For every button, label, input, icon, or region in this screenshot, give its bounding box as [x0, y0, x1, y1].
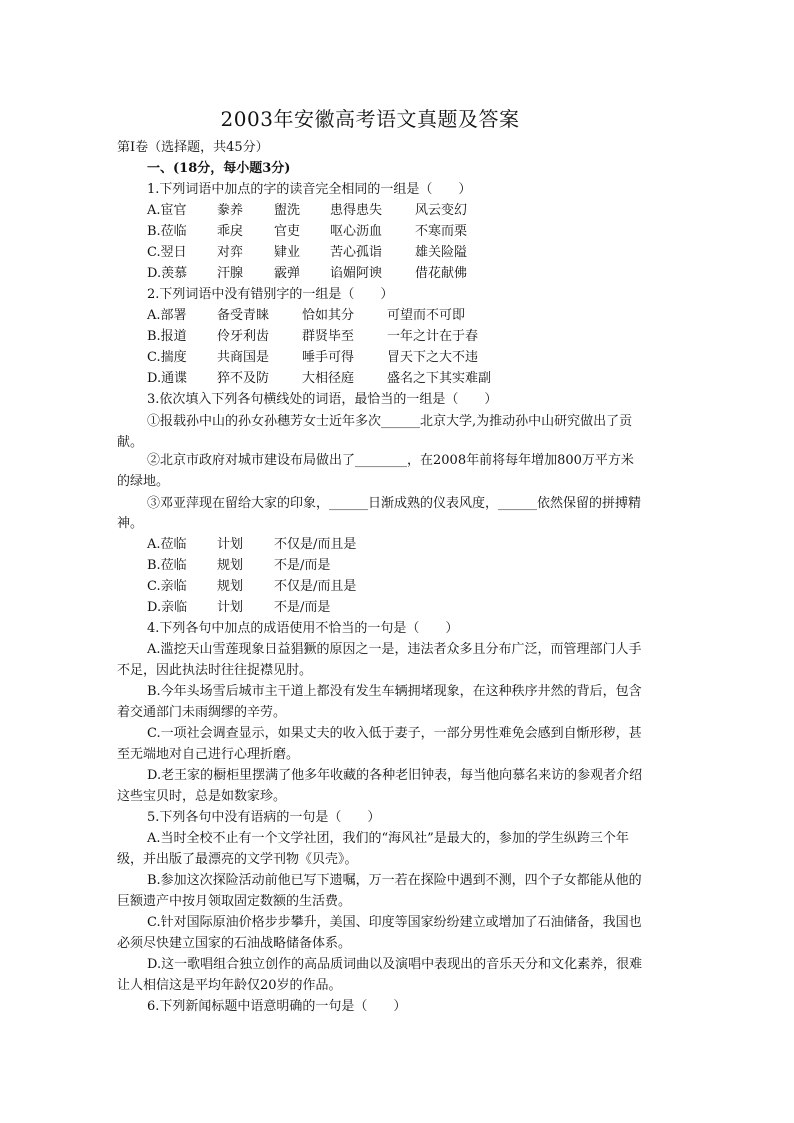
option-word: 大相径庭 — [302, 371, 355, 386]
q3-sentence-2-cont: 的绿地。 — [117, 474, 170, 489]
option-word: 呕心沥血 — [330, 224, 383, 239]
q5-option-d: D.这一歌唱组合独立创作的高品质词曲以及演唱中表现出的音乐天分和文化素养，很难 — [147, 957, 643, 972]
q3-sentence-3-cont: 神。 — [117, 516, 144, 531]
option-word: 共商国是 — [217, 350, 270, 365]
q4-option-b-cont: 着交通部门未雨绸缪的辛劳。 — [117, 705, 287, 720]
option-word: A.莅临 — [147, 537, 187, 552]
option-word: 肄业 — [274, 245, 301, 260]
section-header: 一、(18分，每小题3分) — [147, 161, 291, 176]
q4-option-c: C.一项社会调查显示，如果丈夫的收入低于妻子，一部分男性难免会感到自惭形秽，甚 — [147, 726, 642, 741]
q5-option-c: C.针对国际原油价格步步攀升，美国、印度等国家纷纷建立或增加了石油储备，我国也 — [147, 915, 642, 930]
question-5-stem: 5.下列各句中没有语病的一句是（ ） — [147, 810, 381, 825]
q4-option-b: B.今年头场雪后城市主干道上都没有发生车辆拥堵现象，在这种秩序井然的背后，包含 — [147, 684, 642, 699]
option-word: 不仅是/而且是 — [274, 579, 357, 594]
option-word: 计划 — [217, 600, 244, 615]
q5-option-a: A.当时全校不止有一个文学社团，我们的“海风社”是最大的，参加的学生纵跨三个年 — [147, 831, 629, 846]
option-word: D.通谍 — [147, 371, 188, 386]
question-3-stem: 3.依次填入下列各句横线处的词语，最恰当的一组是（ ） — [147, 392, 498, 407]
option-word: 唾手可得 — [302, 350, 355, 365]
option-word: D.亲临 — [147, 600, 188, 615]
option-word: 豢养 — [217, 203, 244, 218]
page-title: 2003年安徽高考语文真题及答案 — [220, 107, 520, 131]
q5-option-d-cont: 让人相信这是平均年龄仅20岁的作品。 — [117, 978, 342, 993]
option-word: 群贤毕至 — [302, 329, 355, 344]
option-word: C.翌日 — [147, 245, 187, 260]
option-word: D.羡慕 — [147, 266, 188, 281]
q5-option-b-cont: 巨额遗产中按月领取固定数额的生活费。 — [117, 894, 352, 909]
q4-option-c-cont: 至无端地对自己进行心理折磨。 — [117, 747, 300, 762]
option-word: 备受青睐 — [217, 308, 270, 323]
option-word: 官吏 — [274, 224, 301, 239]
q5-option-c-cont: 必须尽快建立国家的石油战略储备体系。 — [117, 936, 352, 951]
question-6-stem: 6.下列新闻标题中语意明确的一句是（ ） — [147, 999, 407, 1014]
option-word: 盛名之下其实难副 — [387, 371, 492, 386]
option-word: 一年之计在于春 — [387, 329, 479, 344]
q3-sentence-3: ③邓亚萍现在留给大家的印象，______日渐成熟的仪表风度，______依然保留的拼搏精 — [147, 496, 642, 511]
question-4-stem: 4.下列各句中加点的成语使用不恰当的一句是（ ） — [147, 621, 459, 636]
q4-option-d-cont: 这些宝贝时，总是如数家珍。 — [117, 789, 287, 804]
q3-sentence-2: ②北京市政府对城市建设布局做出了________，在2008年前将每年增加800万平方米 — [147, 453, 634, 468]
option-word: 风云变幻 — [415, 203, 468, 218]
option-word: 患得患失 — [330, 203, 383, 218]
option-word: 不寒而栗 — [415, 224, 468, 239]
option-word: 规划 — [217, 558, 244, 573]
option-word: C.揣度 — [147, 350, 187, 365]
option-word: 不是/而是 — [274, 558, 331, 573]
option-word: 伶牙利齿 — [217, 329, 270, 344]
option-word: C.亲临 — [147, 579, 187, 594]
option-word: 盥洗 — [274, 203, 301, 218]
question-1-stem: 1.下列词语中加点的字的读音完全相同的一组是（ ） — [147, 182, 472, 197]
option-word: 不是/而是 — [274, 600, 331, 615]
option-word: 规划 — [217, 579, 244, 594]
option-word: B.莅临 — [147, 224, 187, 239]
q4-option-a-cont: 不足，因此执法时往往捉襟见肘。 — [117, 663, 313, 678]
option-word: 乖戾 — [217, 224, 244, 239]
part-header: 第Ⅰ卷（选择题，共45分） — [117, 140, 269, 155]
q5-option-b: B.参加这次探险活动前他已写下遗嘱，万一若在探险中遇到不测，四个子女都能从他的 — [147, 873, 642, 888]
q4-option-a: A.滥挖天山雪莲现象日益猖獗的原因之一是，违法者众多且分布广泛，而管理部门人手 — [147, 642, 642, 657]
option-word: 苦心孤诣 — [330, 245, 383, 260]
q5-option-a-cont: 级，并出版了最漂亮的文学刊物《贝壳》。 — [117, 852, 358, 867]
option-word: 对弈 — [217, 245, 244, 260]
option-word: 恰如其分 — [302, 308, 355, 323]
option-word: 不仅是/而且是 — [274, 537, 357, 552]
option-word: 谄媚阿谀 — [330, 266, 383, 281]
option-word: 借花献佛 — [415, 266, 468, 281]
option-word: 猝不及防 — [217, 371, 270, 386]
option-word: 霰弹 — [274, 266, 301, 281]
option-word: 冒天下之大不违 — [387, 350, 479, 365]
question-2-stem: 2.下列词语中没有错别字的一组是（ ） — [147, 287, 394, 302]
option-word: A.部署 — [147, 308, 187, 323]
q3-sentence-1: ①报载孙中山的孙女孙穗芳女士近年多次______北京大学,为推动孙中山研究做出了贡 — [147, 414, 633, 429]
q4-option-d: D.老王家的橱柜里摆满了他多年收藏的各种老旧钟表，每当他向慕名来访的参观者介绍 — [147, 768, 643, 783]
option-word: B.报道 — [147, 329, 187, 344]
option-word: A.宦官 — [147, 203, 187, 218]
option-word: B.莅临 — [147, 558, 187, 573]
option-word: 汗腺 — [217, 266, 244, 281]
option-word: 雄关险隘 — [415, 245, 468, 260]
option-word: 计划 — [217, 537, 244, 552]
option-word: 可望而不可即 — [387, 308, 466, 323]
q3-sentence-1-cont: 献。 — [117, 435, 144, 450]
